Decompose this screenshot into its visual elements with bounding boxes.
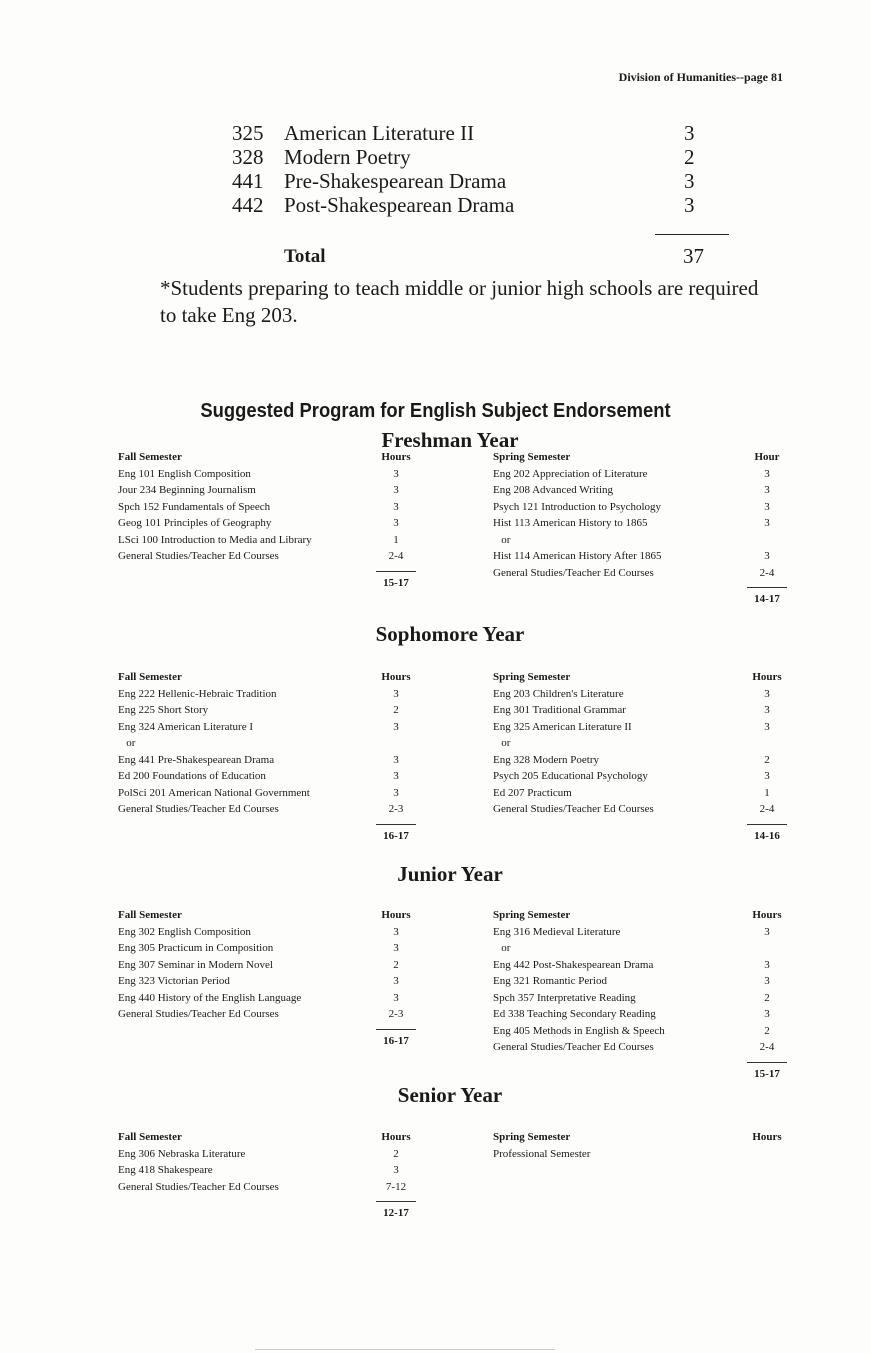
course-row [493, 515, 793, 532]
course-row [118, 548, 418, 565]
course-name: Hist 113 American History to 1865 [493, 517, 648, 529]
course-row [493, 548, 793, 565]
semester-total: 15-17 [754, 1067, 780, 1080]
course-name: Spch 357 Interpretative Reading [493, 991, 636, 1004]
hours-header: Hours [752, 671, 782, 683]
course-name: LSci 100 Introduction to Media and Library [118, 533, 312, 546]
year-title: Freshman Year [381, 428, 519, 452]
course-row [493, 735, 793, 752]
divider [255, 1349, 555, 1350]
course-hours: 3 [393, 687, 399, 700]
spring-semester [493, 669, 793, 842]
course-row [118, 735, 418, 752]
course-hours: 3 [393, 720, 399, 733]
course-name: General Studies/Teacher Ed Courses [118, 803, 279, 815]
course-hours: 3 [764, 925, 770, 938]
hours-header: Hours [381, 451, 411, 463]
course-row [493, 1146, 793, 1163]
hours-header: Hours [381, 909, 411, 921]
course-name: Eng 222 Hellenic-Hebraic Tradition [118, 687, 277, 700]
total-rule [376, 1201, 416, 1202]
course-row [118, 990, 418, 1007]
course-row [493, 1023, 793, 1040]
total-rule [376, 571, 416, 572]
total-rule [747, 587, 787, 588]
course-row [118, 924, 418, 941]
course-hours: 2-4 [759, 566, 775, 579]
course-row [118, 515, 418, 532]
course-hours: 3 [764, 975, 770, 987]
course-name: Eng 305 Practicum in Composition [118, 942, 274, 954]
total-rule [376, 1029, 416, 1030]
course-name: General Studies/Teacher Ed Courses [493, 803, 654, 815]
course-name: Ed 200 Foundations of Education [118, 770, 266, 782]
course-row [118, 1006, 418, 1023]
course-name: Hist 114 American History After 1865 [493, 550, 662, 562]
course-hours: 3 [684, 169, 695, 193]
course-row [493, 686, 793, 703]
page-header: Division of Humanities--page 81 [618, 70, 783, 84]
course-hours: 1 [764, 786, 770, 799]
course-hours: 2 [393, 958, 399, 971]
semester-total: 16-17 [383, 829, 409, 842]
course-hours: 3 [393, 942, 399, 954]
course-name: General Studies/Teacher Ed Courses [118, 550, 279, 562]
course-hours: 3 [393, 975, 399, 987]
hours-header: Hours [752, 1131, 782, 1143]
course-name: Eng 301 Traditional Grammar [493, 704, 626, 716]
course-name: Eng 324 American Literature I [118, 720, 254, 733]
course-hours: 2 [764, 753, 770, 766]
course-title: Pre-Shakespearean Drama [284, 169, 507, 193]
year-title: Junior Year [397, 862, 503, 886]
semester-header [493, 1129, 793, 1146]
course-hours: 2 [684, 145, 695, 169]
course-number: 328 [232, 145, 264, 169]
course-row [493, 702, 793, 719]
semester-header [493, 669, 793, 686]
course-row [232, 145, 712, 169]
course-hours: 3 [764, 1008, 770, 1020]
course-hours: 3 [393, 484, 399, 496]
course-hours: 3 [764, 704, 770, 716]
course-row [493, 466, 793, 483]
year-title: Sophomore Year [375, 622, 525, 646]
semester-total: 15-17 [383, 576, 409, 589]
course-row [118, 702, 418, 719]
semester-label: Spring Semester [493, 671, 571, 683]
course-name: Eng 328 Modern Poetry [493, 753, 600, 766]
course-row [118, 785, 418, 802]
course-row [118, 940, 418, 957]
course-row [118, 1162, 418, 1179]
course-hours: 2 [393, 704, 399, 716]
course-number: 441 [232, 169, 264, 193]
course-row [493, 719, 793, 736]
total-label: Total [284, 246, 326, 267]
course-hours: 2-4 [388, 550, 404, 562]
course-row [493, 768, 793, 785]
course-row [118, 1146, 418, 1163]
course-name: Eng 316 Medieval Literature [493, 925, 621, 938]
course-row [493, 1006, 793, 1023]
spring-semester [493, 449, 793, 605]
semester-label: Spring Semester [493, 1131, 571, 1143]
semester-total: 12-17 [383, 1207, 409, 1219]
course-title: Post-Shakespearean Drama [284, 193, 515, 217]
course-name: Eng 307 Seminar in Modern Novel [118, 958, 273, 971]
course-hours: 3 [764, 550, 770, 562]
course-row [118, 686, 418, 703]
semester-label: Fall Semester [118, 1131, 182, 1143]
course-name: Geog 101 Principles of Geography [118, 517, 272, 529]
course-hours: 3 [393, 1164, 399, 1176]
course-name: Eng 101 English Composition [118, 467, 251, 480]
semester-label: Spring Semester [493, 909, 571, 921]
course-name: Eng 440 History of the English Language [118, 991, 302, 1004]
course-row [493, 940, 793, 957]
course-name: Eng 323 Victorian Period [118, 975, 230, 987]
total-rule [376, 824, 416, 825]
course-hours: 3 [393, 753, 399, 766]
course-hours: 3 [764, 500, 770, 513]
course-row [118, 957, 418, 974]
course-name: Professional Semester [493, 1147, 591, 1160]
course-row [232, 121, 712, 145]
course-name: General Studies/Teacher Ed Courses [493, 1041, 654, 1053]
course-hours: 2-3 [388, 1008, 404, 1020]
semester-label: Fall Semester [118, 451, 182, 463]
course-hours: 3 [684, 121, 695, 145]
course-row [493, 990, 793, 1007]
course-name: Psych 205 Educational Psychology [493, 770, 648, 782]
course-row [493, 1039, 793, 1056]
semester-label: Fall Semester [118, 909, 182, 921]
course-name: or [118, 737, 136, 749]
semester-header [118, 449, 418, 466]
total-rule [747, 1062, 787, 1063]
semester-header [118, 907, 418, 924]
course-hours: 3 [684, 193, 695, 217]
course-name: Ed 207 Practicum [493, 786, 572, 799]
total-value: 37 [683, 244, 704, 268]
course-row [232, 193, 712, 217]
course-hours: 3 [764, 770, 770, 782]
course-name: Eng 203 Children's Literature [493, 687, 624, 700]
course-name: or [493, 942, 511, 954]
course-name: Eng 202 Appreciation of Literature [493, 467, 648, 480]
year-title: Senior Year [397, 1083, 503, 1107]
fall-semester [118, 907, 418, 1047]
course-hours: 3 [764, 720, 770, 733]
course-number: 442 [232, 193, 264, 217]
fall-semester [118, 669, 418, 842]
semester-header [493, 907, 793, 924]
course-name: Eng 325 American Literature II [493, 720, 632, 733]
course-row [493, 752, 793, 769]
course-row [118, 801, 418, 818]
hours-header: Hours [381, 1131, 411, 1143]
course-row [493, 924, 793, 941]
course-name: General Studies/Teacher Ed Courses [118, 1180, 279, 1193]
course-hours: 3 [393, 500, 399, 513]
course-row [118, 752, 418, 769]
course-name: or [493, 737, 511, 749]
total-rule [747, 824, 787, 825]
course-hours: 3 [393, 786, 399, 799]
course-hours: 3 [393, 770, 399, 782]
course-hours: 2-4 [759, 1041, 775, 1053]
footnote: *Students preparing to teach middle or junior high schools are required to take Eng 203. [160, 276, 759, 327]
course-row [118, 768, 418, 785]
course-row [118, 973, 418, 990]
semester-label: Fall Semester [118, 671, 182, 683]
course-name: General Studies/Teacher Ed Courses [493, 566, 654, 579]
course-row [118, 532, 418, 549]
total-rule [655, 234, 729, 235]
course-hours: 2-3 [388, 803, 404, 815]
hours-header: Hours [381, 671, 411, 683]
course-hours: 3 [393, 925, 399, 938]
course-name: Eng 302 English Composition [118, 925, 251, 938]
spring-semester [493, 1129, 793, 1162]
semester-header [493, 449, 793, 466]
course-hours: 3 [393, 467, 399, 480]
semester-total: 14-16 [754, 829, 780, 842]
course-title: Modern Poetry [284, 145, 411, 169]
course-row [118, 1179, 418, 1196]
hours-header: Hour [754, 451, 780, 463]
fall-semester [118, 1129, 418, 1219]
semester-total: 16-17 [383, 1034, 409, 1047]
course-hours: 1 [393, 533, 399, 546]
course-name: Eng 225 Short Story [118, 704, 209, 716]
spring-semester [493, 907, 793, 1080]
course-hours: 3 [764, 958, 770, 971]
semester-total: 14-17 [754, 593, 780, 605]
course-number: 325 [232, 121, 264, 145]
course-name: Eng 321 Romantic Period [493, 975, 607, 987]
fall-semester [118, 449, 418, 589]
course-row [118, 466, 418, 483]
course-hours: 2-4 [759, 803, 775, 815]
course-name: Eng 441 Pre-Shakespearean Drama [118, 753, 275, 766]
course-row [493, 801, 793, 818]
semester-label: Spring Semester [493, 451, 571, 463]
course-hours: 2 [764, 1024, 770, 1037]
semester-header [118, 1129, 418, 1146]
course-name: Eng 405 Methods in English & Speech [493, 1024, 665, 1037]
course-row [493, 532, 793, 549]
course-row [232, 169, 712, 193]
course-row [493, 499, 793, 516]
course-hours: 2 [393, 1147, 399, 1160]
course-hours: 3 [764, 467, 770, 480]
course-hours: 7-12 [385, 1180, 407, 1193]
course-row [493, 973, 793, 990]
course-name: Jour 234 Beginning Journalism [118, 484, 256, 496]
semester-header [118, 669, 418, 686]
course-name: Eng 442 Post-Shakespearean Drama [493, 958, 654, 971]
course-name: PolSci 201 American National Government [118, 786, 310, 799]
course-name: Spch 152 Fundamentals of Speech [118, 500, 271, 513]
program-title: Suggested Program for English Subject Endorsement [200, 400, 671, 422]
course-name: Eng 208 Advanced Writing [493, 484, 614, 496]
course-title: American Literature II [284, 121, 475, 145]
course-name: Eng 418 Shakespeare [118, 1164, 213, 1176]
course-hours: 3 [764, 484, 770, 496]
course-row [118, 719, 418, 736]
course-name: Ed 338 Teaching Secondary Reading [493, 1008, 656, 1020]
course-row [493, 785, 793, 802]
course-row [493, 957, 793, 974]
course-hours: 3 [393, 991, 399, 1004]
course-row [118, 499, 418, 516]
hours-header: Hours [752, 909, 782, 921]
course-hours: 2 [764, 991, 770, 1004]
course-name: Psych 121 Introduction to Psychology [493, 500, 662, 513]
course-name: Eng 306 Nebraska Literature [118, 1147, 246, 1160]
course-hours: 3 [764, 517, 770, 529]
course-row [493, 565, 793, 582]
course-hours: 3 [764, 687, 770, 700]
course-name: or [493, 533, 511, 546]
course-row [493, 482, 793, 499]
course-hours: 3 [393, 517, 399, 529]
course-name: General Studies/Teacher Ed Courses [118, 1008, 279, 1020]
course-row [118, 482, 418, 499]
